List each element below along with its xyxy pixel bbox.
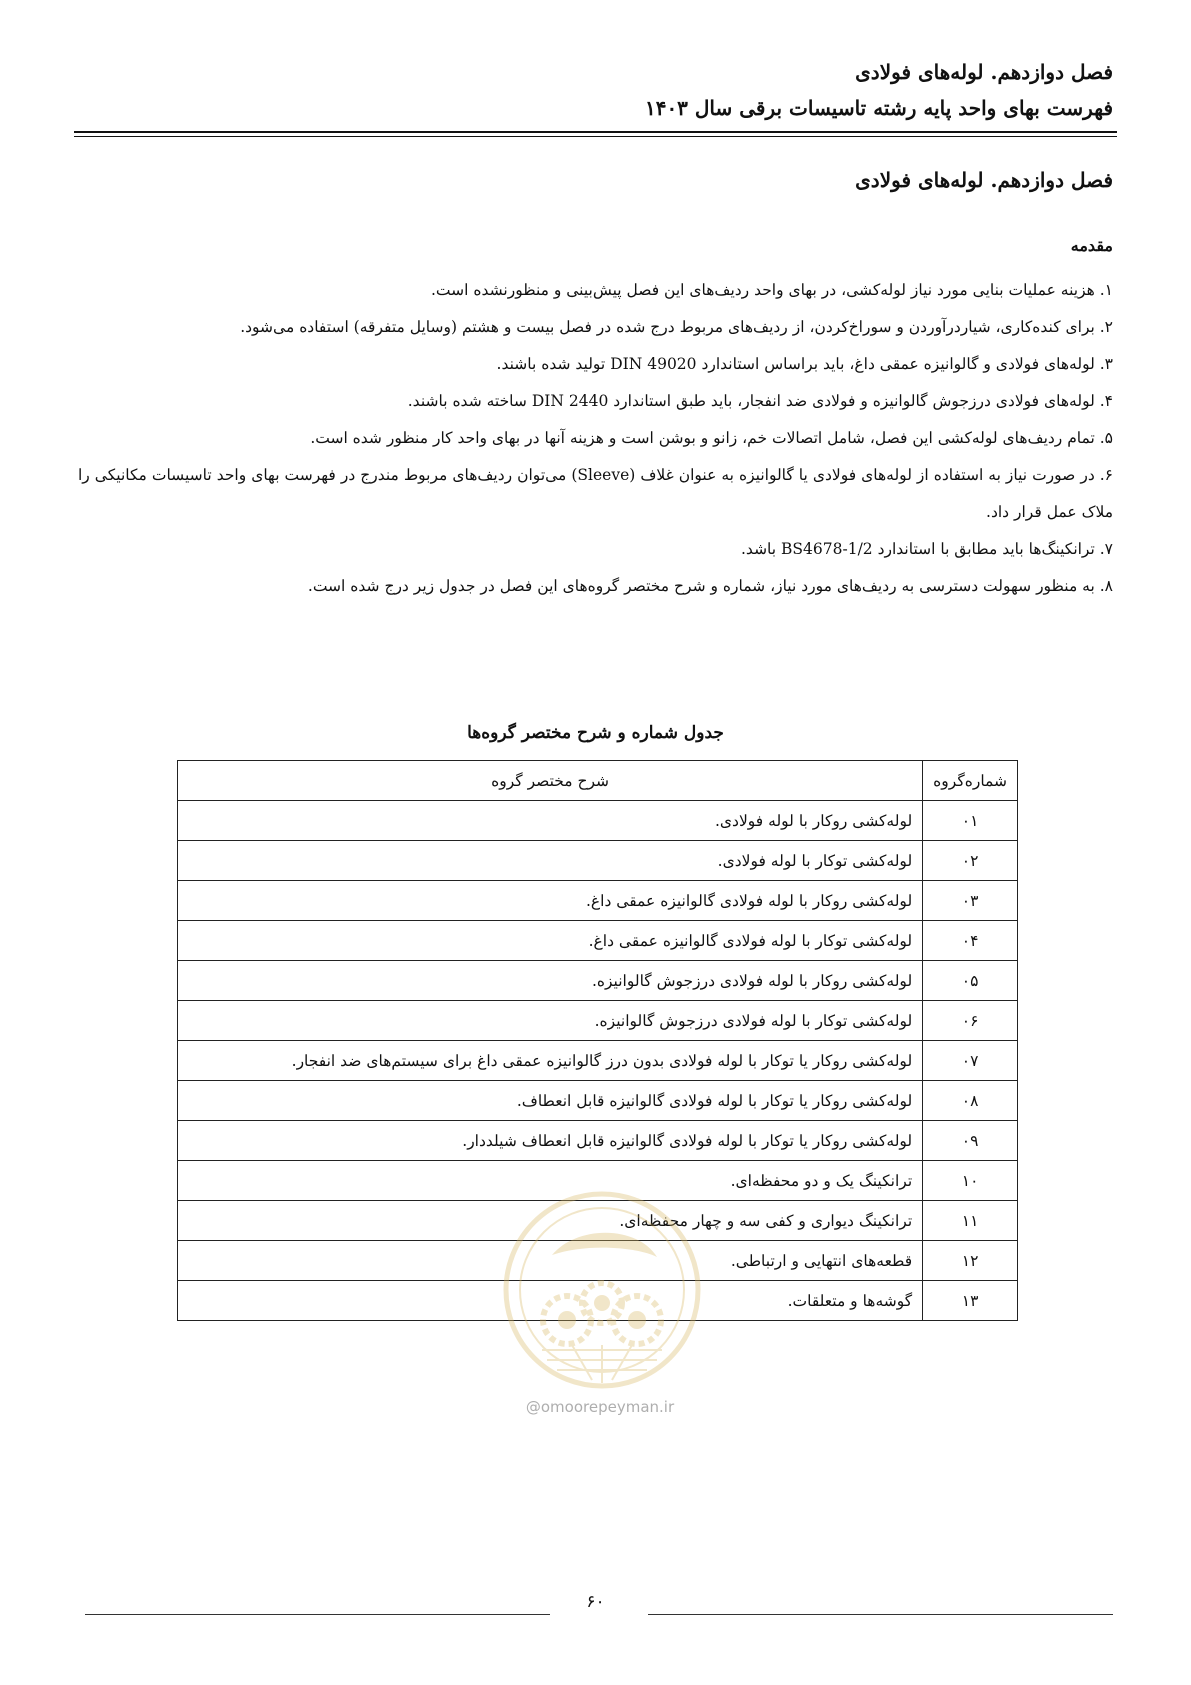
group-description: گوشه‌ها و متعلقات. [178, 1281, 923, 1321]
group-number: ۰۹ [923, 1121, 1018, 1161]
table-row [178, 1081, 1018, 1121]
list-item: ۴. لوله‌های فولادی درزجوش گالوانیزه و فولادی ضد انفجار، باید طبق استاندارد DIN 2440 ساخته شده باشند. [407, 392, 1113, 410]
group-number: ۰۳ [923, 881, 1018, 921]
group-number: ۱۳ [923, 1281, 1018, 1321]
group-number: ۰۶ [923, 1001, 1018, 1041]
header-rule-thin [74, 136, 1117, 137]
list-item: ۳. لوله‌های فولادی و گالوانیزه عمقی داغ، باید براساس استاندارد DIN 49020 تولید شده باشند. [496, 355, 1113, 373]
group-description: ترانکینگ دیواری و کفی سه و چهار محفظه‌ای. [178, 1201, 923, 1241]
header-rule-thick [74, 131, 1117, 133]
group-description: لوله‌کشی توکار با لوله فولادی درزجوش گالوانیزه. [178, 1001, 923, 1041]
group-number: ۰۴ [923, 921, 1018, 961]
group-description: قطعه‌های انتهایی و ارتباطی. [178, 1241, 923, 1281]
header-group-number: شماره‌گروه [923, 761, 1018, 801]
group-number: ۰۵ [923, 961, 1018, 1001]
table-row [178, 841, 1018, 881]
group-description: ترانکینگ یک و دو محفظه‌ای. [178, 1161, 923, 1201]
group-number: ۰۷ [923, 1041, 1018, 1081]
table-caption: جدول شماره و شرح مختصر گروه‌ها [467, 723, 724, 743]
watermark-logo-icon [497, 1185, 707, 1395]
list-item: ۷. ترانکینگ‌ها باید مطابق با استاندارد BS4678-1/2 باشد. [741, 540, 1113, 558]
watermark-url: @omoorepeyman.ir [525, 1398, 675, 1416]
group-number: ۰۱ [923, 801, 1018, 841]
list-item: ۵. تمام ردیف‌های لوله‌کشی این فصل، شامل اتصالات خم، زانو و بوشن است و هزینه آنها در بهای واحد کار منظور شده است. [310, 429, 1113, 447]
table-row [178, 1041, 1018, 1081]
group-number: ۱۰ [923, 1161, 1018, 1201]
footer-rule-left [85, 1614, 550, 1615]
table-row [178, 1121, 1018, 1161]
group-description: لوله‌کشی روکار با لوله فولادی گالوانیزه عمقی داغ. [178, 881, 923, 921]
table-row [178, 921, 1018, 961]
group-description: لوله‌کشی روکار با لوله فولادی. [178, 801, 923, 841]
group-description: لوله‌کشی روکار یا توکار با لوله فولادی گالوانیزه قابل انعطاف. [178, 1081, 923, 1121]
running-header-title: فهرست بهای واحد پایه رشته تاسیسات برقی سال ۱۴۰۳ [644, 96, 1113, 120]
table-header-row [178, 761, 1018, 801]
group-description: لوله‌کشی روکار یا توکار با لوله فولادی بدون درز گالوانیزه عمقی داغ برای سیستم‌های ضد انفجار. [178, 1041, 923, 1081]
table-row [178, 881, 1018, 921]
group-number: ۰۸ [923, 1081, 1018, 1121]
chapter-title: فصل دوازدهم. لوله‌های فولادی [855, 168, 1113, 192]
header-group-description: شرح مختصر گروه [178, 761, 923, 801]
group-description: لوله‌کشی روکار با لوله فولادی درزجوش گالوانیزه. [178, 961, 923, 1001]
list-item: ۶. در صورت نیاز به استفاده از لوله‌های فولادی یا گالوانیزه به عنوان غلاف (Sleeve) می‌توان ردیف‌های مربوط مندرج در فهرست بهای واحد تاسیسات مکانیکی را ملاک عمل قرار داد. [78, 466, 1113, 521]
group-number: ۱۱ [923, 1201, 1018, 1241]
table-row [178, 961, 1018, 1001]
group-description: لوله‌کشی توکار با لوله فولادی. [178, 841, 923, 881]
list-item: ۱. هزینه عملیات بنایی مورد نیاز لوله‌کشی، در بهای واحد ردیف‌های این فصل پیش‌بینی و منظورنشده است. [430, 281, 1113, 299]
page-number: ۶۰ [586, 1592, 605, 1612]
table-row [178, 1001, 1018, 1041]
list-item: ۸. به منظور سهولت دسترسی به ردیف‌های مورد نیاز، شماره و شرح مختصر گروه‌های این فصل در جدول زیر درج شده است. [307, 577, 1113, 595]
table-row [178, 801, 1018, 841]
footer-rule-right [648, 1614, 1113, 1615]
group-description: لوله‌کشی روکار یا توکار با لوله فولادی گالوانیزه قابل انعطاف شیلددار. [178, 1121, 923, 1161]
group-description: لوله‌کشی توکار با لوله فولادی گالوانیزه عمقی داغ. [178, 921, 923, 961]
intro-list [78, 272, 1113, 605]
intro-heading: مقدمه [1070, 236, 1113, 255]
group-number: ۱۲ [923, 1241, 1018, 1281]
list-item: ۲. برای کنده‌کاری، شیاردرآوردن و سوراخ‌کردن، از ردیف‌های مربوط درج شده در فصل بیست و هشتم (وسایل متفرقه) استفاده می‌شود. [240, 318, 1113, 336]
group-number: ۰۲ [923, 841, 1018, 881]
running-header-chapter: فصل دوازدهم. لوله‌های فولادی [855, 60, 1113, 84]
